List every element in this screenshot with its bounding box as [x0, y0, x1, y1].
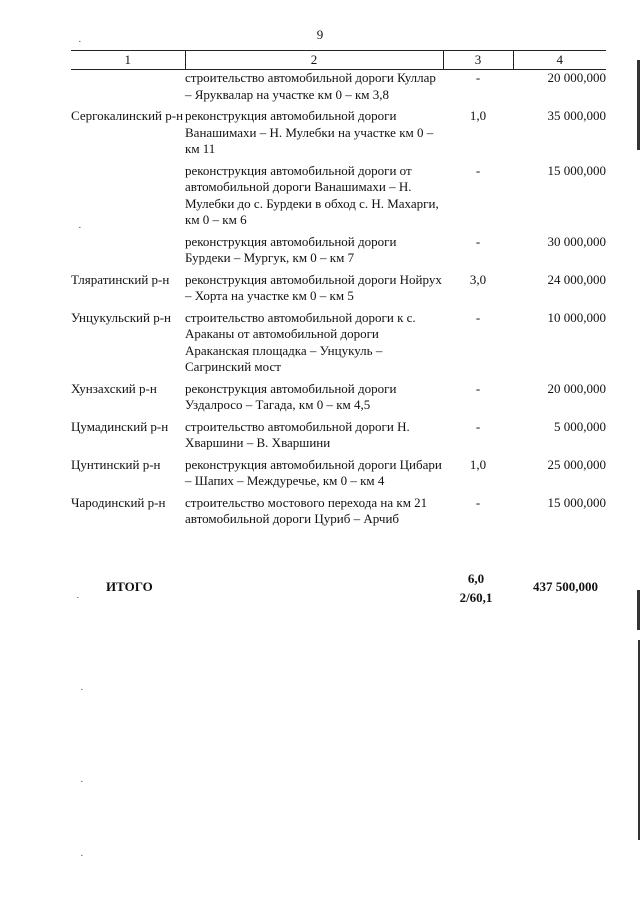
length-cell: -	[475, 494, 481, 510]
length-cell: -	[475, 70, 481, 85]
table-row	[71, 457, 606, 495]
total-length-line-1: 6,0	[467, 571, 485, 586]
work-cell: реконструкция автомобильной дороги Нойрух – Хорта на участке км 0 – км 5	[185, 271, 442, 303]
table-row	[71, 310, 606, 381]
amount-cell: 15 000,000	[547, 162, 606, 178]
scan-dot: ·	[76, 592, 80, 604]
length-cell: -	[475, 162, 481, 178]
scan-dot: ·	[80, 684, 84, 696]
work-cell: реконструкция автомобильной дороги Цибари – Шапих – Междуречье, км 0 – км 4	[185, 456, 442, 488]
district-cell: Цумадинский р-н	[71, 418, 169, 434]
table-row	[71, 495, 606, 533]
length-cell: -	[475, 309, 481, 325]
column-header-1: 1	[71, 51, 185, 70]
total-length	[441, 569, 511, 607]
length-cell: 1,0	[469, 456, 487, 472]
amount-cell: 24 000,000	[547, 271, 606, 287]
district-cell: Сергокалинский р-н	[71, 108, 184, 123]
table-row	[71, 163, 606, 234]
total-amount: 437 500,000	[533, 579, 598, 594]
amount-cell: 30 000,000	[547, 233, 606, 249]
table-header-row	[71, 51, 606, 70]
work-cell: реконструкция автомобильной дороги Ванашимахи – Н. Мулебки на участке км 0 – км 11	[185, 108, 434, 156]
district-cell: Хунзахский р-н	[71, 380, 157, 396]
length-cell: -	[475, 418, 481, 434]
table-row	[71, 234, 606, 272]
work-cell: строительство автомобильной дороги Н. Хваршини – В. Хваршини	[185, 418, 410, 450]
work-cell: строительство мостового перехода на км 21 автомобильной дороги Цуриб – Арчиб	[185, 494, 428, 526]
scan-dot: ·	[78, 222, 82, 234]
district-cell: Чародинский р-н	[71, 494, 166, 510]
district-cell	[71, 70, 185, 109]
total-length-line-2: 2/60,1	[459, 590, 493, 605]
table-row	[71, 272, 606, 310]
amount-cell: 35 000,000	[547, 108, 606, 123]
page-number: 9	[316, 27, 324, 42]
length-cell: 1,0	[469, 108, 487, 123]
scan-dot: ·	[80, 850, 84, 862]
scan-dot: ·	[78, 36, 82, 48]
amount-cell: 5 000,000	[554, 418, 606, 434]
amount-cell: 20 000,000	[547, 70, 606, 85]
work-cell: реконструкция автомобильной дороги Бурдеки – Мургук, км 0 – км 7	[185, 233, 397, 265]
amount-cell: 20 000,000	[547, 380, 606, 396]
district-cell: Цунтинский р-н	[71, 456, 161, 472]
table-row	[71, 108, 606, 163]
district-cell	[71, 234, 185, 272]
work-cell: строительство автомобильной дороги к с. Араканы от автомобильной дороги Араканская площадка – Унцукуль – Сагринский мост	[185, 309, 416, 374]
length-cell: -	[475, 233, 481, 249]
table-body	[71, 70, 606, 533]
work-cell: реконструкция автомобильной дороги от автомобильной дороги Ванашимахи – Н. Мулебки до с. Бурдеки в обход с. Н. Махарги, км 0 – км 6	[185, 162, 439, 227]
table-row	[71, 70, 606, 109]
table-row	[71, 419, 606, 457]
district-cell	[71, 163, 185, 234]
total-label: ИТОГО	[106, 579, 153, 594]
length-cell: -	[475, 380, 481, 396]
amount-cell: 10 000,000	[547, 309, 606, 325]
allocation-table	[71, 50, 606, 533]
column-header-2: 2	[185, 51, 443, 70]
column-header-3: 3	[443, 51, 513, 70]
length-cell: 3,0	[469, 271, 487, 287]
table-row	[71, 381, 606, 419]
column-header-4: 4	[513, 51, 606, 70]
work-cell: реконструкция автомобильной дороги Уздалросо – Тагада, км 0 – км 4,5	[185, 380, 397, 412]
district-cell: Унцукульский р-н	[71, 309, 171, 325]
scan-dot: ·	[80, 776, 84, 788]
total-row	[71, 569, 606, 629]
work-cell: строительство автомобильной дороги Куллар – Яруквалар на участке км 0 – км 3,8	[185, 70, 436, 102]
amount-cell: 15 000,000	[547, 494, 606, 510]
amount-cell: 25 000,000	[547, 456, 606, 472]
district-cell: Тляратинский р-н	[71, 271, 170, 287]
